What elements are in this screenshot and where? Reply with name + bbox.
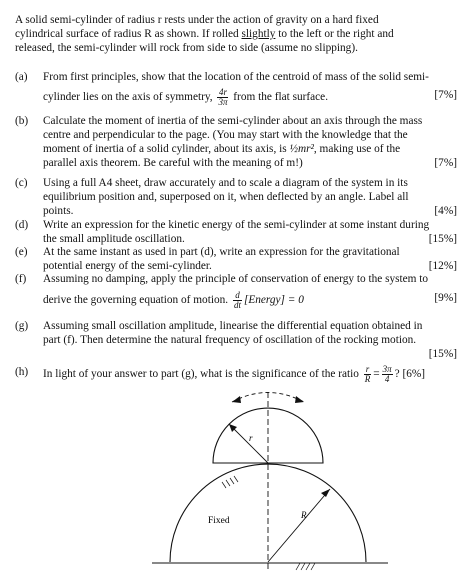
part-c-line-2: equilibrium position and, superposed on it, when deflected by an angle. Label all — [43, 191, 409, 203]
part-e-line-1: At the same instant as used in part (d), write an expression for the gravitational — [43, 246, 400, 258]
part-c-label: (c) — [15, 177, 28, 189]
part-a-label: (a) — [15, 71, 28, 83]
part-a-line-2a: cylinder lies on the axis of symmetry, — [43, 91, 213, 104]
intro-line-2a: cylindrical surface of radius R as shown. If rolled — [15, 28, 242, 40]
part-g-label: (g) — [15, 320, 29, 332]
part-c-line-1: Using a full A4 sheet, draw accurately and to scale a diagram of the system in its — [43, 177, 408, 189]
part-b-line-3b: , making use of the — [313, 143, 401, 155]
part-b-line-1: Calculate the moment of inertia of the semi-cylinder about an axis through the mass — [43, 115, 423, 127]
semi-cylinder — [213, 408, 323, 463]
part-e-line-2-text: potential energy of the semi-cylinder. — [43, 260, 212, 272]
ratio-value-denominator: 4 — [384, 374, 390, 384]
part-a-line-2b: from the flat surface. — [233, 91, 329, 104]
part-d-line-2-text: the small amplitude oscillation. — [43, 233, 185, 245]
part-g-line-1: Assuming small oscillation amplitude, linearise the differential equation obtained in — [43, 320, 423, 332]
rocking-arrow-left-head — [232, 396, 241, 403]
derivative-denominator: dt — [233, 300, 241, 310]
part-h-label: (h) — [15, 366, 29, 378]
centroid-fraction-numerator: 4r — [218, 87, 227, 97]
ratio-numerator: r — [365, 364, 370, 374]
part-h-line-1a: In light of your answer to part (g), what is the significance of the ratio — [43, 368, 359, 381]
part-h-marks: ? [6%] — [394, 368, 426, 381]
intro-line-3: released, the semi-cylinder will rock from side to side (assume no slipping). — [15, 42, 358, 54]
part-a-line-1: From first principles, show that the location of the centroid of mass of the solid semi- — [43, 71, 429, 83]
part-c-marks: [4%] — [434, 205, 457, 217]
fixed-surface-hatch — [222, 476, 238, 488]
part-b-marks: [7%] — [434, 157, 457, 169]
fixed-label: Fixed — [208, 516, 230, 526]
radius-r-line — [229, 424, 268, 463]
part-f-marks: [9%] — [434, 292, 457, 304]
part-f-label: (f) — [15, 273, 27, 285]
part-a-marks: [7%] — [434, 89, 457, 101]
radius-r-label: r — [249, 433, 253, 443]
part-g-marks: [15%] — [428, 348, 457, 360]
part-f-line-1: Assuming no damping, apply the principle of conservation of energy to the system to — [43, 273, 429, 285]
inertia-formula: ½mr² — [289, 143, 314, 155]
derivative-numerator: d — [233, 291, 242, 301]
part-b-line-2: centre and perpendicular to the page. (You may start with the knowledge that the — [43, 129, 408, 141]
part-g-line-2: part (f). Then determine the natural frequency of oscillation of the rocking motion. — [43, 334, 417, 346]
ground-hatch — [296, 563, 315, 570]
part-e-label: (e) — [15, 246, 28, 258]
intro-line-1: A solid semi-cylinder of radius r rests under the action of gravity on a hard fixed — [15, 14, 379, 26]
energy-equation: [Energy] = 0 — [243, 294, 304, 307]
part-b-line-3a: moment of inertia of a solid cylinder, about its axis, is — [43, 143, 287, 155]
ratio-denominator: R — [364, 374, 371, 384]
radius-R-line — [268, 489, 330, 562]
radius-R-arrowhead — [321, 489, 330, 497]
ratio-equals: = — [373, 368, 380, 381]
centroid-fraction-denominator: 3π — [218, 97, 228, 107]
rocking-arrow-right-head — [295, 396, 304, 403]
part-b-label: (b) — [15, 115, 29, 127]
part-c-line-3-text: points. — [43, 205, 74, 217]
part-e-marks: [12%] — [428, 260, 457, 272]
part-d-label: (d) — [15, 219, 29, 231]
part-b-line-4-text: parallel axis theorem. Be careful with the meaning of m!) — [43, 157, 303, 169]
ratio-value-numerator: 3π — [382, 364, 392, 374]
intro-line-2b: to the left or the right and — [275, 28, 394, 40]
part-d-marks: [15%] — [428, 233, 457, 245]
radius-R-label: R — [301, 510, 307, 520]
part-f-line-2a: derive the governing equation of motion. — [43, 294, 229, 307]
intro-underlined-word: slightly — [241, 28, 276, 40]
part-d-line-1: Write an expression for the kinetic energy of the semi-cylinder at some instant during — [43, 219, 430, 231]
